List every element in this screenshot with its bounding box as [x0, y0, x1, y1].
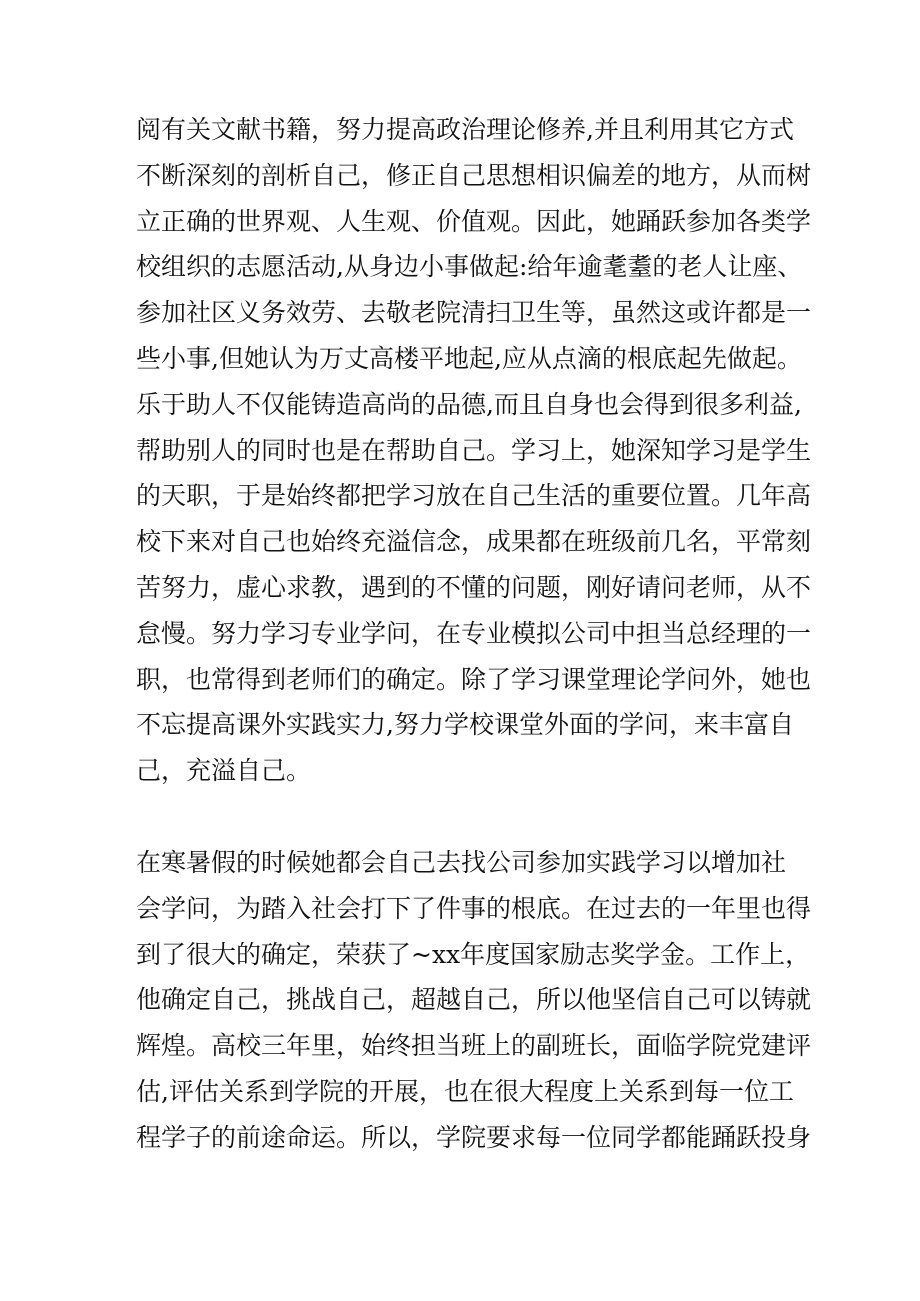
text-line: 些小事,但她认为万丈高楼平地起,应从点滴的根底起先做起。: [136, 343, 802, 373]
text-line: 阅有关文献书籍，努力提高政治理论修养,并且利用其它方式: [136, 115, 794, 144]
paragraph-2: [136, 840, 816, 1161]
text-line: 己，充溢自己。: [136, 756, 312, 786]
text-line: 在寒暑假的时候她都会自己去找公司参加实践学习以增加社: [136, 848, 787, 877]
text-line: 苦努力，虚心求教，遇到的不懂的问题，刚好请问老师，从不: [136, 572, 812, 602]
text-line: 程学子的前途命运。所以，学院要求每一位同学都能踊跃投身: [136, 1122, 812, 1152]
text-line: 怠慢。努力学习专业学问，在专业模拟公司中担当总经理的一: [136, 618, 812, 648]
text-line: 帮助别人的同时也是在帮助自己。学习上，她深知学习是学生: [136, 435, 812, 465]
text-line: 参加社区义务效劳、去敬老院清扫卫生等，虽然这或许都是一: [136, 298, 812, 328]
text-line: 他确定自己，挑战自己，超越自己，所以他坚信自己可以铸就: [136, 985, 812, 1015]
text-line: 校下来对自己也始终充溢信念，成果都在班级前几名，平常刻: [136, 527, 812, 557]
text-line: 会学问，为踏入社会打下了件事的根底。在过去的一年里也得: [136, 893, 812, 923]
text-line: 校组织的志愿活动,从身边小事做起:给年逾耄耋的老人让座、: [136, 252, 803, 282]
text-line: 不断深刻的剖析自己，修正自己思想相识偏差的地方，从而树: [136, 160, 812, 190]
paragraph-1: [136, 107, 816, 794]
text-line: 不忘提高课外实践实力,努力学校课堂外面的学问，来丰富自: [136, 710, 794, 740]
text-line: 立正确的世界观、人生观、价值观。因此，她踊跃参加各类学: [136, 206, 812, 236]
text-line: 到了很大的确定，荣获了~xx年度国家励志奖学金。工作上，: [136, 939, 811, 969]
text-line: 的天职，于是始终都把学习放在自己生活的重要位置。几年高: [136, 481, 812, 511]
text-line: 乐于助人不仅能铸造高尚的品德,而且自身也会得到很多利益,: [136, 389, 802, 419]
text-line: 估,评估关系到学院的开展，也在很大程度上关系到每一位工: [136, 1076, 794, 1106]
text-line: 辉煌。高校三年里，始终担当班上的副班长，面临学院党建评: [136, 1031, 812, 1061]
text-line: 职，也常得到老师们的确定。除了学习课堂理论学问外，她也: [136, 664, 812, 694]
